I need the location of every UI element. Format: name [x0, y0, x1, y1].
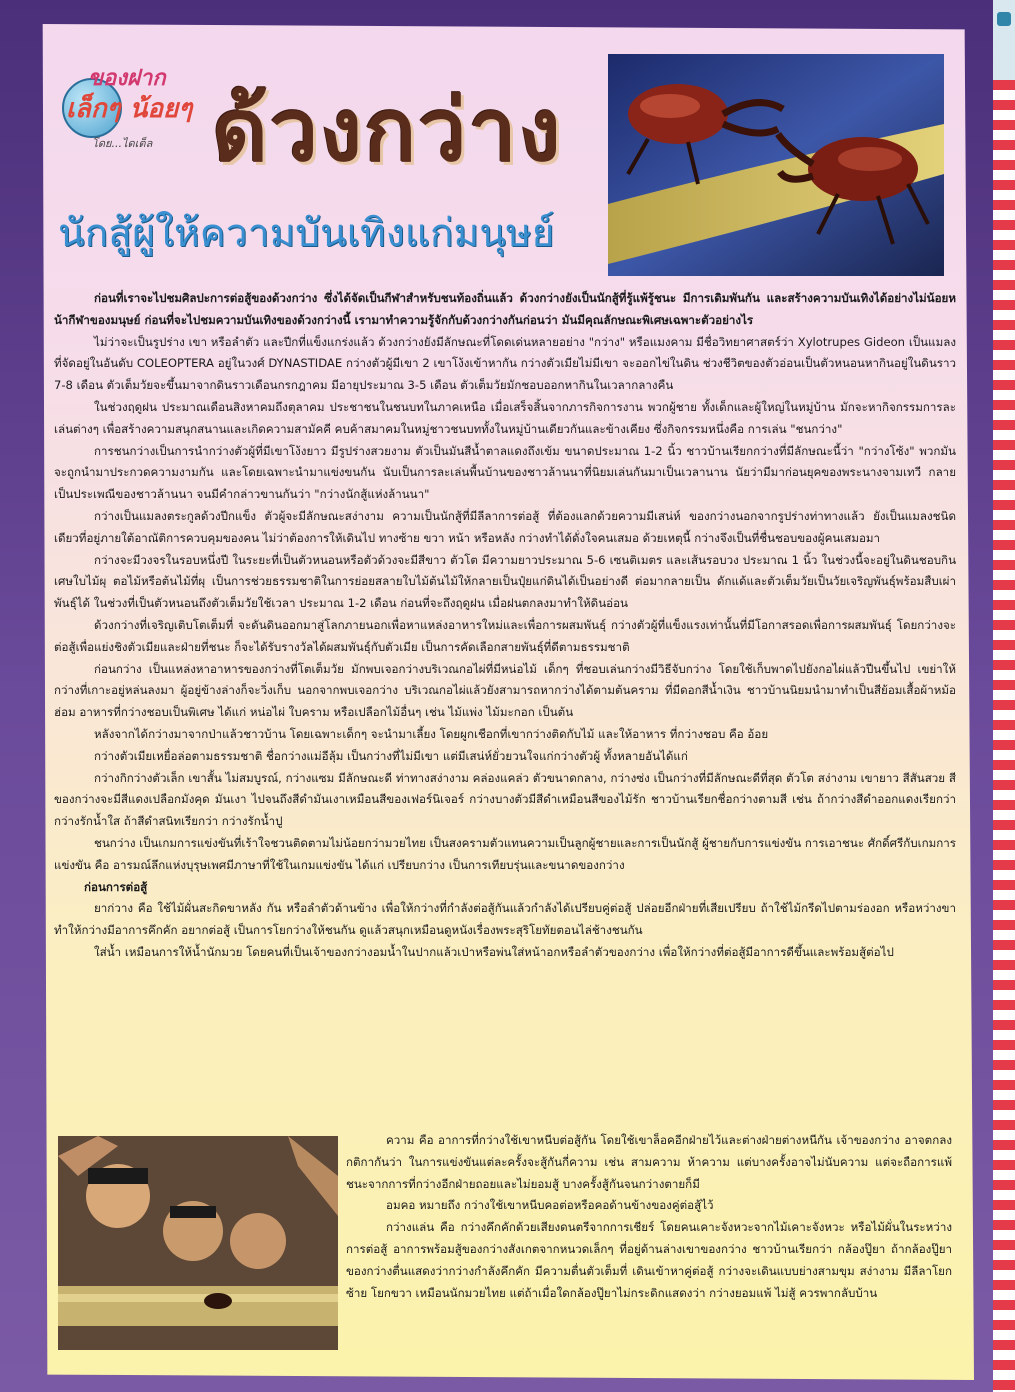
- paragraph: ในช่วงฤดูฝน ประมาณเดือนสิงหาคมถึงตุลาคม ประชาชนในชนบทในภาคเหนือ เมื่อเสร็จสิ้นจากภารกิจการงาน พวกผู้ชาย ทั้งเด็กและผู้ใหญ่ในหมู่บ้าน มักจะหากิจกรรมการละเล่นต่างๆ เพื่อสร้างความสนุกสนานและเกิดความสามัคคี คบค้าสมาคมในหมู่ชาวชนบททั้งในหมู่บ้านเดียวกันและข้างเคียง ซึ่งกิจกรรมหนึ่งคือ การเล่น "ชนกว่าง": [54, 399, 956, 436]
- corner-tab: [993, 0, 1015, 80]
- paragraph: การชนกว่างเป็นการนำกว่างตัวผู้ที่มีเขาโง้งยาว มีรูปร่างสวยงาม ตัวเป็นมันสีน้ำตาลแดงถึงเข้ม ขนาดประมาณ 1-2 นิ้ว ชาวบ้านเรียกกว่างที่มีลักษณะนี้ว่า "กว่างโซ้ง" พวกมันจะถูกนำมาประกวดความงามกัน และโดยเฉพาะนำมาแข่งขนกัน นับเป็นการละเล่นพื้นบ้านของชาวล้านนาที่นิยมเล่นกันมาเป็นเวลานาน นัยว่ามีมาก่อนยุคของพระนางจามเทวี กลายเป็นประเพณีของชาวล้านนา จนมีคำกล่าวขานกันว่า "กว่างนักสู้แห่งล้านนา": [54, 443, 956, 502]
- paragraph: อมคอ หมายถึง กว่างใช้เขาหนีบคอต่อหรือคอด้านข้างของคู่ต่อสู้ไว้: [386, 1198, 714, 1213]
- beetle-photo: [608, 54, 944, 276]
- logo-line1: ของฝาก: [88, 65, 166, 91]
- article-body: [54, 288, 956, 964]
- logo-byline: โดย...ไดเต็ล: [92, 137, 153, 150]
- paragraph: กว่างกิกว่างตัวเล็ก เขาสั้น ไม่สมบูรณ์, กว่างแซม มีลักษณะดี ท่าทางสง่างาม คล่องแคล่ว ตัวขนาดกลาง, กว่างซ่ง เป็นกว่างที่มีลักษณะดีที่สุด ตัวโต สง่างาม เขายาว สีสันสวย สีของกว่างจะมีสีแดงเปลือกมังคุด มันเงา ไปจนถึงสีดำมันเงาเหมือนสีของเฟอร์นิเจอร์ กว่างบางตัวมีสีดำเหมือนสีของไม้รัก ชาวบ้านเรียกชื่อกว่างตามสี เช่น ถ้ากว่างสีดำออกแดงเรียกว่ากว่างรักน้ำใส ถ้าสีดำสนิทเรียกว่า กว่างรักน้ำปู: [54, 770, 956, 829]
- logo-line2: เล็กๆ น้อยๆ: [66, 94, 193, 124]
- paragraph: ไม่ว่าจะเป็นรูปร่าง เขา หรือลำตัว และปีกที่แข็งแกร่งแล้ว ด้วงกว่างยังมีลักษณะที่โดดเด่นหลายอย่าง "กว่าง" หรือแมงคาม มีชื่อวิทยาศาสตร์ว่า Xylotrupes Gideon เป็นแมลงที่จัดอยู่ในอันดับ COLEOPTERA อยู่ในวงศ์ DYNASTIDAE กว่างตัวผู้มีเขา 2 เขาโง้งเข้าหากัน กว่างตัวเมียไม่มีเขา จะออกไข่ในดิน ช่วงชีวิตของตัวอ่อนเป็นตัวหนอนหากินอยู่ในดินราว 7-8 เดือน ตัวเต็มวัยจะขึ้นมาจากดินราวเดือนกรกฎาคม มีอายุประมาณ 3-5 เดือน ตัวเต็มวัยมักชอบออกหากินในเวลากลางคืน: [54, 334, 956, 393]
- crowd-photo: [58, 1136, 338, 1350]
- red-stripe-strip: [993, 0, 1015, 1392]
- column-logo: [58, 60, 218, 150]
- paragraph: ยาก่วาง คือ ใช้ไม้ผั่นสะกิดขาหลัง กัน หรือลำตัวด้านข้าง เพื่อให้กว่างที่กำลังต่อสู้กันแล้วกำลังได้เปรียบคู่ต่อสู้ ปล่อยอีกฝ่ายที่เสียเปรียบ ถ้าใช้ไม้กรีดไปตามร่องอก หรือหว่างขาทำให้กว่างมีอาการคึกคัก อยากต่อสู้ เป็นการโยกว่างให้ชนกัน ดูแล้วสนุกเหมือนดูหนังเรื่องพระสุริโยทัยตอนไล่ช้างชนกัน: [54, 901, 956, 938]
- paragraph: กว่างเป็นแมลงตระกูลด้วงปีกแข็ง ตัวผู้จะมีลักษณะสง่างาม ความเป็นนักสู้ที่มีลีลาการต่อสู้ ที่ต้องแลกด้วยความมีเสน่ห์ ของกว่างนอกจากรูปร่างท่าทางแล้ว ยังเป็นแมลงชนิดเดียวที่อยู่ภายใต้อาณัติการควบคุมของคน ไม่ว่าต้องการให้เดินไป ทางซ้าย ขวา หน้า หรือหลัง กว่างทำได้ดั่งใจคนเสมอ ด้วยเหตุนี้ กว่างจึงเป็นที่ชื่นชอบของผู้คนเสมอมา: [54, 508, 956, 545]
- paragraph: ก่อนกว่าง เป็นแหล่งหาอาหารของกว่างที่โตเต็มวัย มักพบเจอกว่างบริเวณกอไผ่ที่มีหน่อไม้ เด็กๆ ที่ชอบเล่นกว่างมีวิธีจับกว่าง โดยใช้เก็บพาดไปยังกอไผ่แล้วปีนขึ้นไป เขย่าให้กว่างที่เกาะอยู่หล่นลงมา ผู้อยู่ข้างล่างก็จะวิ่งเก็บ นอกจากพบเจอกว่าง บริเวณกอไผ่แล้วยังสามารถหากว่างได้ตามต้นคราม ที่มีดอกสีน้ำเงิน ชาวบ้านนิยมนำมาทำเป็นสีย้อมเสื้อผ้าหม้อฮ่อม อาหารที่กว่างชอบเป็นพิเศษ ได้แก่ หน่อไผ่ ใบคราม หรือเปลือกไม้อื่นๆ เช่น ไม้แพ่ง ไม้มะกอก เป็นต้น: [54, 661, 956, 720]
- article-subtitle: นักสู้ผู้ให้ความบันเทิงแก่มนุษย์: [58, 211, 555, 256]
- paragraph: ชนกว่าง เป็นเกมการแข่งขันที่เร้าใจชวนติดตามไม่น้อยกว่ามวยไทย เป็นสงครามตัวแทนความเป็นลูกผู้ชายและการเป็นนักสู้ ผู้ชายกับการแข่งขัน การเอาชนะ ศักดิ์ศรีกับเกมการแข่งขัน คือ อารมณ์ลึกแห่งบุรุษเพศมีภาษาที่ใช้ในเกมแข่งขัน ได้แก่ เปรียบกว่าง เป็นการเทียบรุ่นและขนาดของกว่าง: [54, 835, 956, 872]
- paragraph: ด้วงกว่างที่เจริญเติบโตเต็มที่ จะดันดินออกมาสู่โลกภายนอกเพื่อหาแหล่งอาหารใหม่และเพื่อการผสมพันธุ์ กว่างตัวผู้ที่แข็งแรงเท่านั้นที่มีโอกาสรอดเพื่อการผสมพันธุ์ โดยกว่างจะต่อสู้เพื่อแย่งชิงตัวเมียและฝ่ายที่ชนะ ก็จะได้รับรางวัลได้ผสมพันธุ์กับตัวเมีย เป็นการคัดเลือกสายพันธุ์ที่ดีตามธรรมชาติ: [54, 617, 956, 654]
- paragraph: หลังจากได้กว่างมาจากป่าแล้วชาวบ้าน โดยเฉพาะเด็กๆ จะนำมาเลี้ยง โดยผูกเชือกที่เขากว่างติดกับไม้ และให้อาหาร ที่กว่างชอบ คือ อ้อย: [94, 726, 769, 741]
- paragraph: ความ คือ อาการที่กว่างใช้เขาหนีบต่อสู้กัน โดยใช้เขาล็อคอีกฝ่ายไว้และต่างฝ่ายต่างหนีกัน เจ้าของกว่าง อาจตกลง กติกากันว่า ในการแข่งขันแต่ละครั้งจะสู้กันกี่ความ เช่น สามความ ห้าความ แต่บางครั้งอาจไม่นับความ แต่จะถือการแพ้ชนะจากการที่กว่างอีกฝ่ายถอยและไม่ยอมสู้ บางครั้งสู้กันจนกว่างตายก็มี: [346, 1133, 952, 1191]
- paragraph: ใส่น้ำ เหมือนการให้น้ำนักมวย โดยคนที่เป็นเจ้าของกว่างอมน้ำในปากแล้วเป่าหรือพ่นใส่หน้าอกหรือลำตัวของกว่าง เพื่อให้กว่างที่ต่อสู้มีอาการดีขึ้นและพร้อมสู้ต่อไป: [94, 944, 894, 959]
- article-lower-column: [346, 1130, 952, 1304]
- paragraph: กว่างตัวเมียเหยื่อล่อตามธรรมชาติ ชื่อกว่างแม่อีลุ้ม เป็นกว่างที่ไม่มีเขา แต่มีเสน่ห์ยั่วยวนใจแก่กว่างตัวผู้ ทั้งหลายอันได้แก่: [94, 748, 688, 763]
- paragraph: กว่างแล่น คือ กว่างคึกคักด้วยเสียงดนตรีจากการเชียร์ โดยคนเคาะจังหวะจากไม้เคาะจังหวะ หรือไม้ผั่นในระหว่างการต่อสู้ อาการพร้อมสู้ของกว่างสังเกตจากหนวดเล็กๆ ที่อยู่ด้านล่างเขาของกว่าง ชาวบ้านเรียกว่า กล้องปู๊ยา ถ้ากล้องปู๊ยาของกว่างตื่นแสดงว่ากว่างกำลังคึกคัก มีความตื่นตัวเต็มที่ เดินเข้าหาคู่ต่อสู้ กว่างจะเดินแบบย่างสามขุม สง่างาม มีลีลาโยกซ้าย โยกขวา เหมือนนักมวยไทย แต่ถ้าเมื่อใดกล้องปู๊ยาไม่กระดิกแสดงว่า กว่างยอมแพ้ ไม่สู้ ควรพากลับบ้าน: [346, 1220, 952, 1300]
- paragraph: กว่างจะมีวงจรในรอบหนึ่งปี ในระยะที่เป็นตัวหนอนหรือตัวด้วงจะมีสีขาว ตัวโต มีความยาวประมาณ 5-6 เซนติเมตร และเส้นรอบวง ประมาณ 1 นิ้ว ในช่วงนี้จะอยู่ในดินชอบกินเศษใบไม้ผุ ตอไม้หรือต้นไม้ที่ผุ เป็นการช่วยธรรมชาติในการย่อยสลายใบไม้ต้นไม้ให้กลายเป็นปุ๋ยแก่ดินได้เป็นอย่างดี ต่อมากลายเป็น ดักแด้และตัวเต็มวัยเป็นวัยเจริญพันธุ์พร้อมสืบเผ่าพันธุ์ได้ ในช่วงที่เป็นตัวหนอนถึงตัวเต็มวัยใช้เวลา ประมาณ 1-2 เดือน ก่อนที่จะถึงฤดูฝน เมื่อฝนตกลงมาทำให้ดินอ่อน: [54, 552, 956, 611]
- lead-paragraph: ก่อนที่เราจะไปชมศิลปะการต่อสู้ของด้วงกว่าง ซึ่งได้จัดเป็นกีฬาสำหรับชนท้องถิ่นแล้ว ด้วงกว่างยังเป็นนักสู้ที่รู้แพ้รู้ชนะ มีการเดิมพันกัน และสร้างความบันเทิงได้อย่างไม่น้อยหน้ากีฬาของมนุษย์ ก่อนที่จะไปชมความบันเทิงของด้วงกว่างนี้ เรามาทำความรู้จักกับด้วงกว่างกันก่อนว่า มันมีคุณลักษณะพิเศษเฉพาะตัวอย่างไร: [54, 291, 956, 327]
- article-title: ด้วงกว่าง: [212, 81, 563, 181]
- corner-icon: [997, 12, 1011, 26]
- section-heading: ก่อนการต่อสู้: [84, 879, 148, 894]
